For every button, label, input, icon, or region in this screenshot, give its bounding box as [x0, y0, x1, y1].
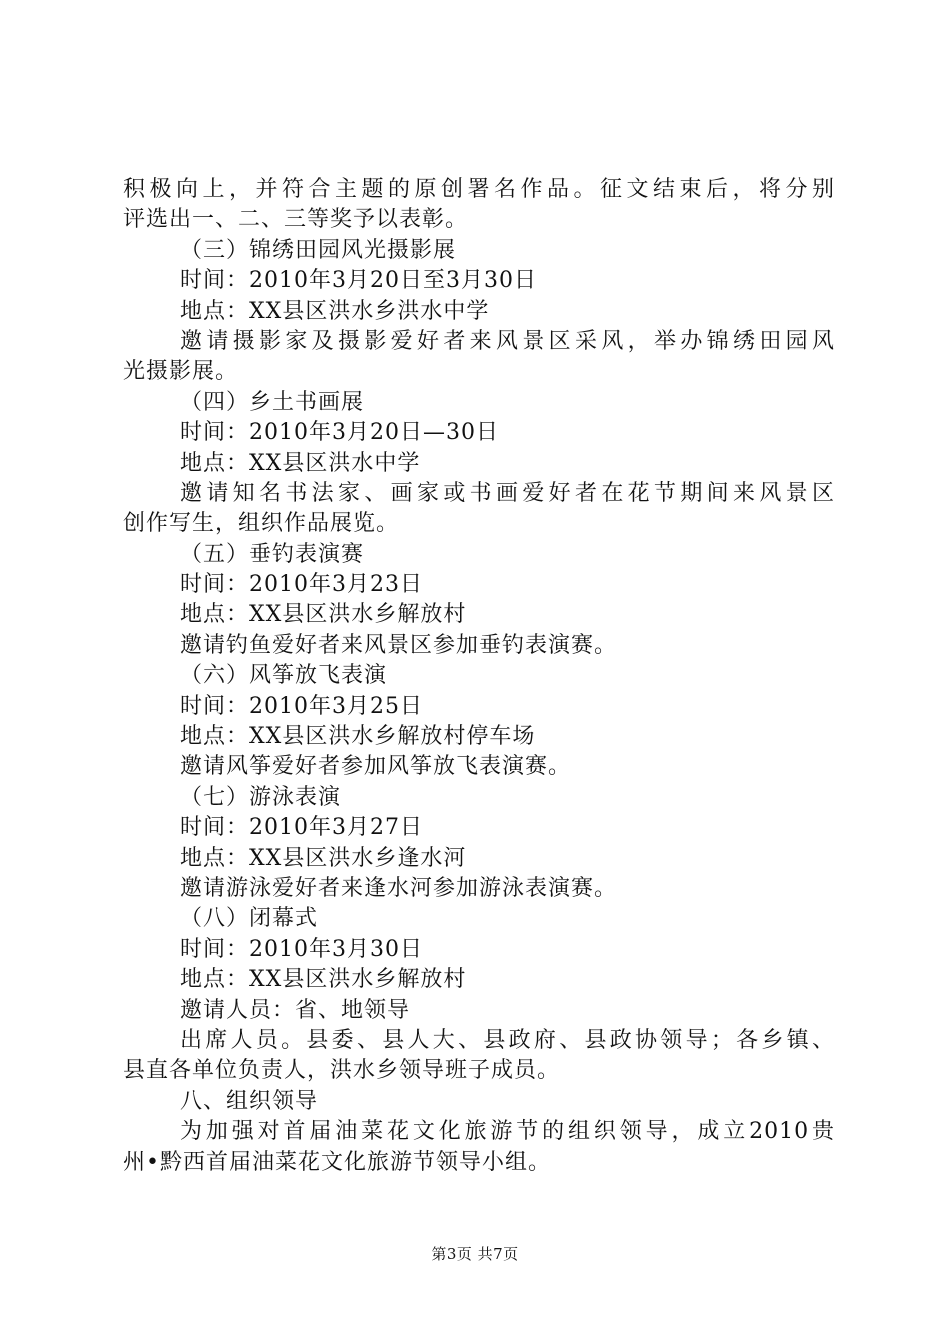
paragraph-line: 邀请风筝爱好者参加风筝放飞表演赛。	[180, 754, 572, 780]
document-body	[123, 175, 835, 1178]
event-time: 时间：2010年3月20日至3月30日	[180, 268, 537, 294]
section-heading: 八、组织领导	[180, 1088, 319, 1114]
paragraph-line: 邀请摄影家及摄影爱好者来风景区采风，举办锦绣田园风	[180, 328, 835, 354]
paragraph-line: 邀请知名书法家、画家或书画爱好者在花节期间来风景区	[180, 480, 835, 506]
paragraph-line: 邀请游泳爱好者来逢水河参加游泳表演赛。	[180, 875, 618, 901]
paragraph-line: 评选出一、二、三等奖予以表彰。	[123, 207, 469, 233]
event-location: 地点：XX县区洪水乡解放村	[180, 602, 467, 628]
paragraph-line: 出席人员。县委、县人大、县政府、县政协领导；各乡镇、	[180, 1027, 835, 1053]
event-time: 时间：2010年3月25日	[180, 693, 423, 719]
section-heading: （八）闭幕式	[180, 906, 319, 932]
event-time: 时间：2010年3月23日	[180, 572, 423, 598]
event-time: 时间：2010年3月30日	[180, 936, 423, 962]
event-location: 地点：XX县区洪水乡逢水河	[180, 845, 467, 871]
paragraph-line: 创作写生，组织作品展览。	[123, 511, 400, 537]
paragraph-line: 光摄影展。	[123, 359, 239, 385]
section-heading: （六）风筝放飞表演	[180, 663, 388, 689]
page-number-footer: 第3页 共7页	[431, 1245, 519, 1263]
paragraph-line: 邀请钓鱼爱好者来风景区参加垂钓表演赛。	[180, 632, 618, 658]
section-heading: （三）锦绣田园风光摄影展	[180, 237, 457, 263]
event-location: 地点：XX县区洪水乡洪水中学	[180, 298, 490, 324]
paragraph-line: 县直各单位负责人，洪水乡领导班子成员。	[123, 1058, 561, 1084]
paragraph-line: 州•黔西首届油菜花文化旅游节领导小组。	[123, 1149, 551, 1175]
event-time: 时间：2010年3月20日—30日	[180, 420, 499, 446]
event-location: 地点：XX县区洪水中学	[180, 450, 421, 476]
section-heading: （七）游泳表演	[180, 784, 342, 810]
event-location: 地点：XX县区洪水乡解放村	[180, 967, 467, 993]
paragraph-line: 为加强对首届油菜花文化旅游节的组织领导，成立2010贵	[180, 1119, 835, 1145]
section-heading: （四）乡土书画展	[180, 389, 365, 415]
section-heading: （五）垂钓表演赛	[180, 541, 365, 567]
event-time: 时间：2010年3月27日	[180, 815, 423, 841]
event-location: 地点：XX县区洪水乡解放村停车场	[180, 724, 536, 750]
paragraph-line: 邀请人员：省、地领导	[180, 997, 411, 1023]
paragraph-line: 积极向上，并符合主题的原创署名作品。征文结束后，将分别	[123, 177, 835, 202]
